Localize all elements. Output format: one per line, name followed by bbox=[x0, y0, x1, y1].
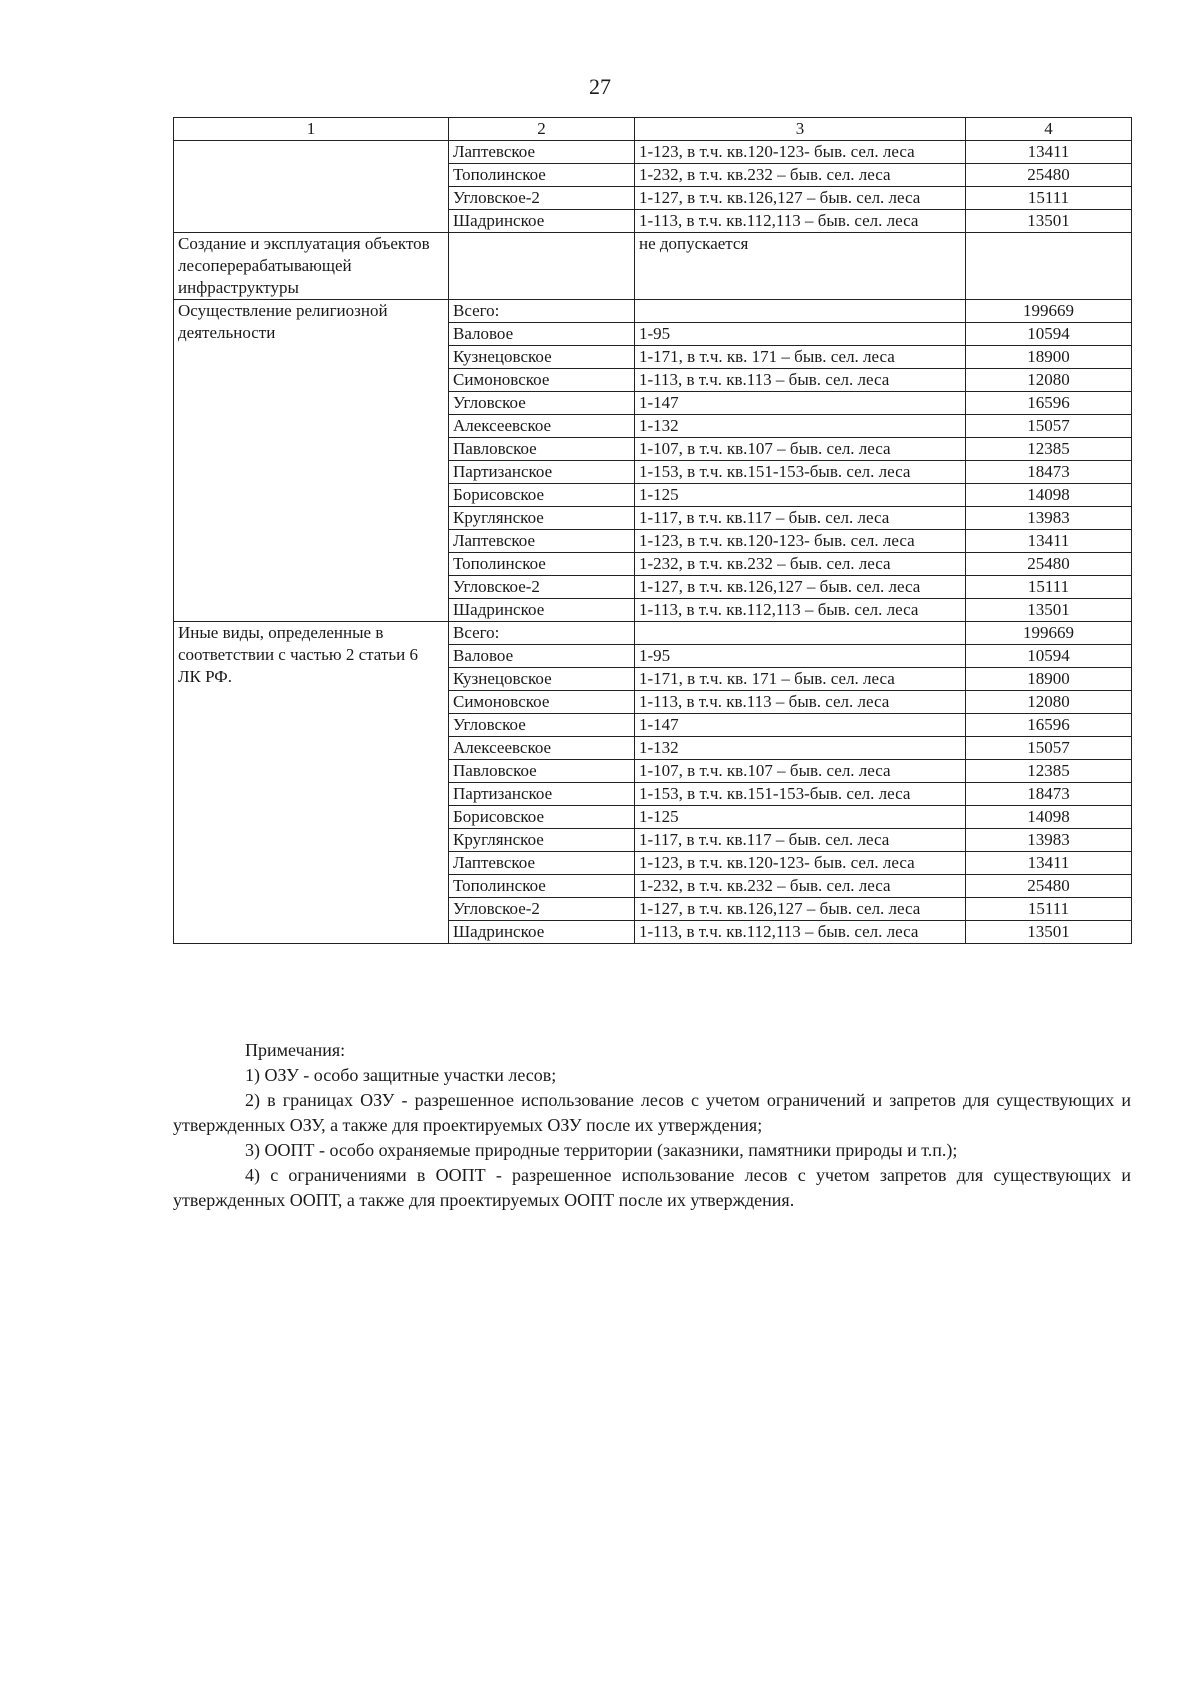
activity-cell: Осуществление религиозной деятельности bbox=[174, 300, 449, 622]
forestry-cell: Лаптевское bbox=[449, 141, 635, 164]
table-body bbox=[174, 141, 1132, 944]
forestry-cell: Партизанское bbox=[449, 783, 635, 806]
quarters-cell: 1-127, в т.ч. кв.126,127 – быв. сел. леса bbox=[635, 187, 966, 210]
forestry-cell: Шадринское bbox=[449, 921, 635, 944]
area-cell: 25480 bbox=[966, 875, 1132, 898]
notes-heading: Примечания: bbox=[245, 1040, 346, 1060]
activity-cell: Иные виды, определенные в соответствии с частью 2 статьи 6 ЛК РФ. bbox=[174, 622, 449, 944]
quarters-cell: 1-95 bbox=[635, 323, 966, 346]
quarters-cell: 1-147 bbox=[635, 392, 966, 415]
forestry-cell: Борисовское bbox=[449, 806, 635, 829]
quarters-cell: 1-171, в т.ч. кв. 171 – быв. сел. леса bbox=[635, 346, 966, 369]
forestry-cell: Алексеевское bbox=[449, 415, 635, 438]
area-cell: 15111 bbox=[966, 898, 1132, 921]
forestry-cell: Лаптевское bbox=[449, 530, 635, 553]
area-cell: 13983 bbox=[966, 829, 1132, 852]
area-cell: 13411 bbox=[966, 852, 1132, 875]
forestry-cell: Тополинское bbox=[449, 553, 635, 576]
quarters-cell: 1-113, в т.ч. кв.112,113 – быв. сел. леса bbox=[635, 921, 966, 944]
quarters-cell: 1-132 bbox=[635, 737, 966, 760]
quarters-cell: 1-125 bbox=[635, 484, 966, 507]
quarters-cell: 1-147 bbox=[635, 714, 966, 737]
area-cell: 13501 bbox=[966, 210, 1132, 233]
forestry-cell: Валовое bbox=[449, 645, 635, 668]
forestry-cell: Угловское-2 bbox=[449, 187, 635, 210]
quarters-cell: 1-107, в т.ч. кв.107 – быв. сел. леса bbox=[635, 438, 966, 461]
forestry-cell: Шадринское bbox=[449, 210, 635, 233]
forestry-cell: Павловское bbox=[449, 438, 635, 461]
area-cell: 14098 bbox=[966, 484, 1132, 507]
quarters-cell: 1-117, в т.ч. кв.117 – быв. сел. леса bbox=[635, 829, 966, 852]
area-cell: 12080 bbox=[966, 369, 1132, 392]
area-cell: 10594 bbox=[966, 645, 1132, 668]
area-cell: 18473 bbox=[966, 461, 1132, 484]
quarters-cell: 1-113, в т.ч. кв.113 – быв. сел. леса bbox=[635, 691, 966, 714]
header-row bbox=[174, 118, 1132, 141]
quarters-cell: 1-127, в т.ч. кв.126,127 – быв. сел. леса bbox=[635, 576, 966, 599]
area-cell: 16596 bbox=[966, 392, 1132, 415]
table-row bbox=[174, 300, 1132, 323]
forestry-cell: Павловское bbox=[449, 760, 635, 783]
forestry-cell: Угловское-2 bbox=[449, 898, 635, 921]
quarters-cell: 1-107, в т.ч. кв.107 – быв. сел. леса bbox=[635, 760, 966, 783]
forestry-cell: Угловское-2 bbox=[449, 576, 635, 599]
forestry-cell: Шадринское bbox=[449, 599, 635, 622]
area-cell: 25480 bbox=[966, 164, 1132, 187]
note-item: 4) с ограничениями в ООПТ - разрешенное использование лесов с учетом запретов для существующих и утвержденных ООПТ, а также для проектируемых ООПТ после их утверждения. bbox=[173, 1165, 1131, 1210]
quarters-cell: не допускается bbox=[635, 233, 966, 300]
quarters-cell: 1-117, в т.ч. кв.117 – быв. сел. леса bbox=[635, 507, 966, 530]
area-cell: 15057 bbox=[966, 737, 1132, 760]
forestry-cell: Круглянское bbox=[449, 507, 635, 530]
forestry-cell: Угловское bbox=[449, 392, 635, 415]
column-header: 4 bbox=[966, 118, 1132, 141]
area-cell bbox=[966, 233, 1132, 300]
forestry-cell: Симоновское bbox=[449, 369, 635, 392]
note-item: 3) ООПТ - особо охраняемые природные территории (заказники, памятники природы и т.п.); bbox=[245, 1140, 958, 1160]
quarters-cell: 1-113, в т.ч. кв.112,113 – быв. сел. леса bbox=[635, 210, 966, 233]
quarters-cell: 1-125 bbox=[635, 806, 966, 829]
forestry-cell: Кузнецовское bbox=[449, 346, 635, 369]
forestry-cell: Кузнецовское bbox=[449, 668, 635, 691]
quarters-cell: 1-153, в т.ч. кв.151-153-быв. сел. леса bbox=[635, 783, 966, 806]
area-cell: 18900 bbox=[966, 346, 1132, 369]
area-cell: 13411 bbox=[966, 141, 1132, 164]
forestry-cell: Партизанское bbox=[449, 461, 635, 484]
forestry-cell: Лаптевское bbox=[449, 852, 635, 875]
column-header: 2 bbox=[449, 118, 635, 141]
area-cell: 18473 bbox=[966, 783, 1132, 806]
column-header: 1 bbox=[174, 118, 449, 141]
forestry-cell: Угловское bbox=[449, 714, 635, 737]
forestry-cell: Валовое bbox=[449, 323, 635, 346]
area-cell: 16596 bbox=[966, 714, 1132, 737]
table-row bbox=[174, 622, 1132, 645]
forestry-cell: Всего: bbox=[449, 300, 635, 323]
area-cell: 14098 bbox=[966, 806, 1132, 829]
forestry-cell: Круглянское bbox=[449, 829, 635, 852]
quarters-cell: 1-153, в т.ч. кв.151-153-быв. сел. леса bbox=[635, 461, 966, 484]
area-cell: 13501 bbox=[966, 599, 1132, 622]
land-use-table bbox=[173, 117, 1132, 944]
quarters-cell: 1-123, в т.ч. кв.120-123- быв. сел. леса bbox=[635, 141, 966, 164]
area-cell: 199669 bbox=[966, 300, 1132, 323]
area-cell: 199669 bbox=[966, 622, 1132, 645]
area-cell: 15057 bbox=[966, 415, 1132, 438]
quarters-cell: 1-123, в т.ч. кв.120-123- быв. сел. леса bbox=[635, 852, 966, 875]
note-item: 1) ОЗУ - особо защитные участки лесов; bbox=[245, 1065, 557, 1085]
notes-section bbox=[173, 1038, 1131, 1213]
quarters-cell bbox=[635, 622, 966, 645]
forestry-cell: Борисовское bbox=[449, 484, 635, 507]
area-cell: 13501 bbox=[966, 921, 1132, 944]
quarters-cell: 1-123, в т.ч. кв.120-123- быв. сел. леса bbox=[635, 530, 966, 553]
note-item: 2) в границах ОЗУ - разрешенное использование лесов с учетом ограничений и запретов для существующих и утвержденных ОЗУ, а также для проектируемых ОЗУ после их утверждения; bbox=[173, 1090, 1131, 1135]
area-cell: 25480 bbox=[966, 553, 1132, 576]
table-row bbox=[174, 233, 1132, 300]
quarters-cell: 1-232, в т.ч. кв.232 – быв. сел. леса bbox=[635, 875, 966, 898]
area-cell: 12385 bbox=[966, 438, 1132, 461]
quarters-cell: 1-95 bbox=[635, 645, 966, 668]
activity-cell: Создание и эксплуатация объектов лесоперерабатывающей инфраструктуры bbox=[174, 233, 449, 300]
page-number: 27 bbox=[589, 74, 611, 99]
quarters-cell: 1-232, в т.ч. кв.232 – быв. сел. леса bbox=[635, 553, 966, 576]
quarters-cell: 1-132 bbox=[635, 415, 966, 438]
quarters-cell: 1-127, в т.ч. кв.126,127 – быв. сел. леса bbox=[635, 898, 966, 921]
area-cell: 18900 bbox=[966, 668, 1132, 691]
forestry-cell: Тополинское bbox=[449, 875, 635, 898]
area-cell: 15111 bbox=[966, 187, 1132, 210]
area-cell: 12385 bbox=[966, 760, 1132, 783]
column-header: 3 bbox=[635, 118, 966, 141]
area-cell: 15111 bbox=[966, 576, 1132, 599]
quarters-cell: 1-232, в т.ч. кв.232 – быв. сел. леса bbox=[635, 164, 966, 187]
table-header bbox=[174, 118, 1132, 141]
area-cell: 13983 bbox=[966, 507, 1132, 530]
area-cell: 12080 bbox=[966, 691, 1132, 714]
quarters-cell: 1-113, в т.ч. кв.112,113 – быв. сел. леса bbox=[635, 599, 966, 622]
forestry-cell: Тополинское bbox=[449, 164, 635, 187]
quarters-cell: 1-171, в т.ч. кв. 171 – быв. сел. леса bbox=[635, 668, 966, 691]
forestry-cell: Всего: bbox=[449, 622, 635, 645]
table-row bbox=[174, 141, 1132, 164]
area-cell: 10594 bbox=[966, 323, 1132, 346]
area-cell: 13411 bbox=[966, 530, 1132, 553]
activity-cell bbox=[174, 141, 449, 233]
quarters-cell: 1-113, в т.ч. кв.113 – быв. сел. леса bbox=[635, 369, 966, 392]
quarters-cell bbox=[635, 300, 966, 323]
forestry-cell bbox=[449, 233, 635, 300]
forestry-cell: Симоновское bbox=[449, 691, 635, 714]
forestry-cell: Алексеевское bbox=[449, 737, 635, 760]
